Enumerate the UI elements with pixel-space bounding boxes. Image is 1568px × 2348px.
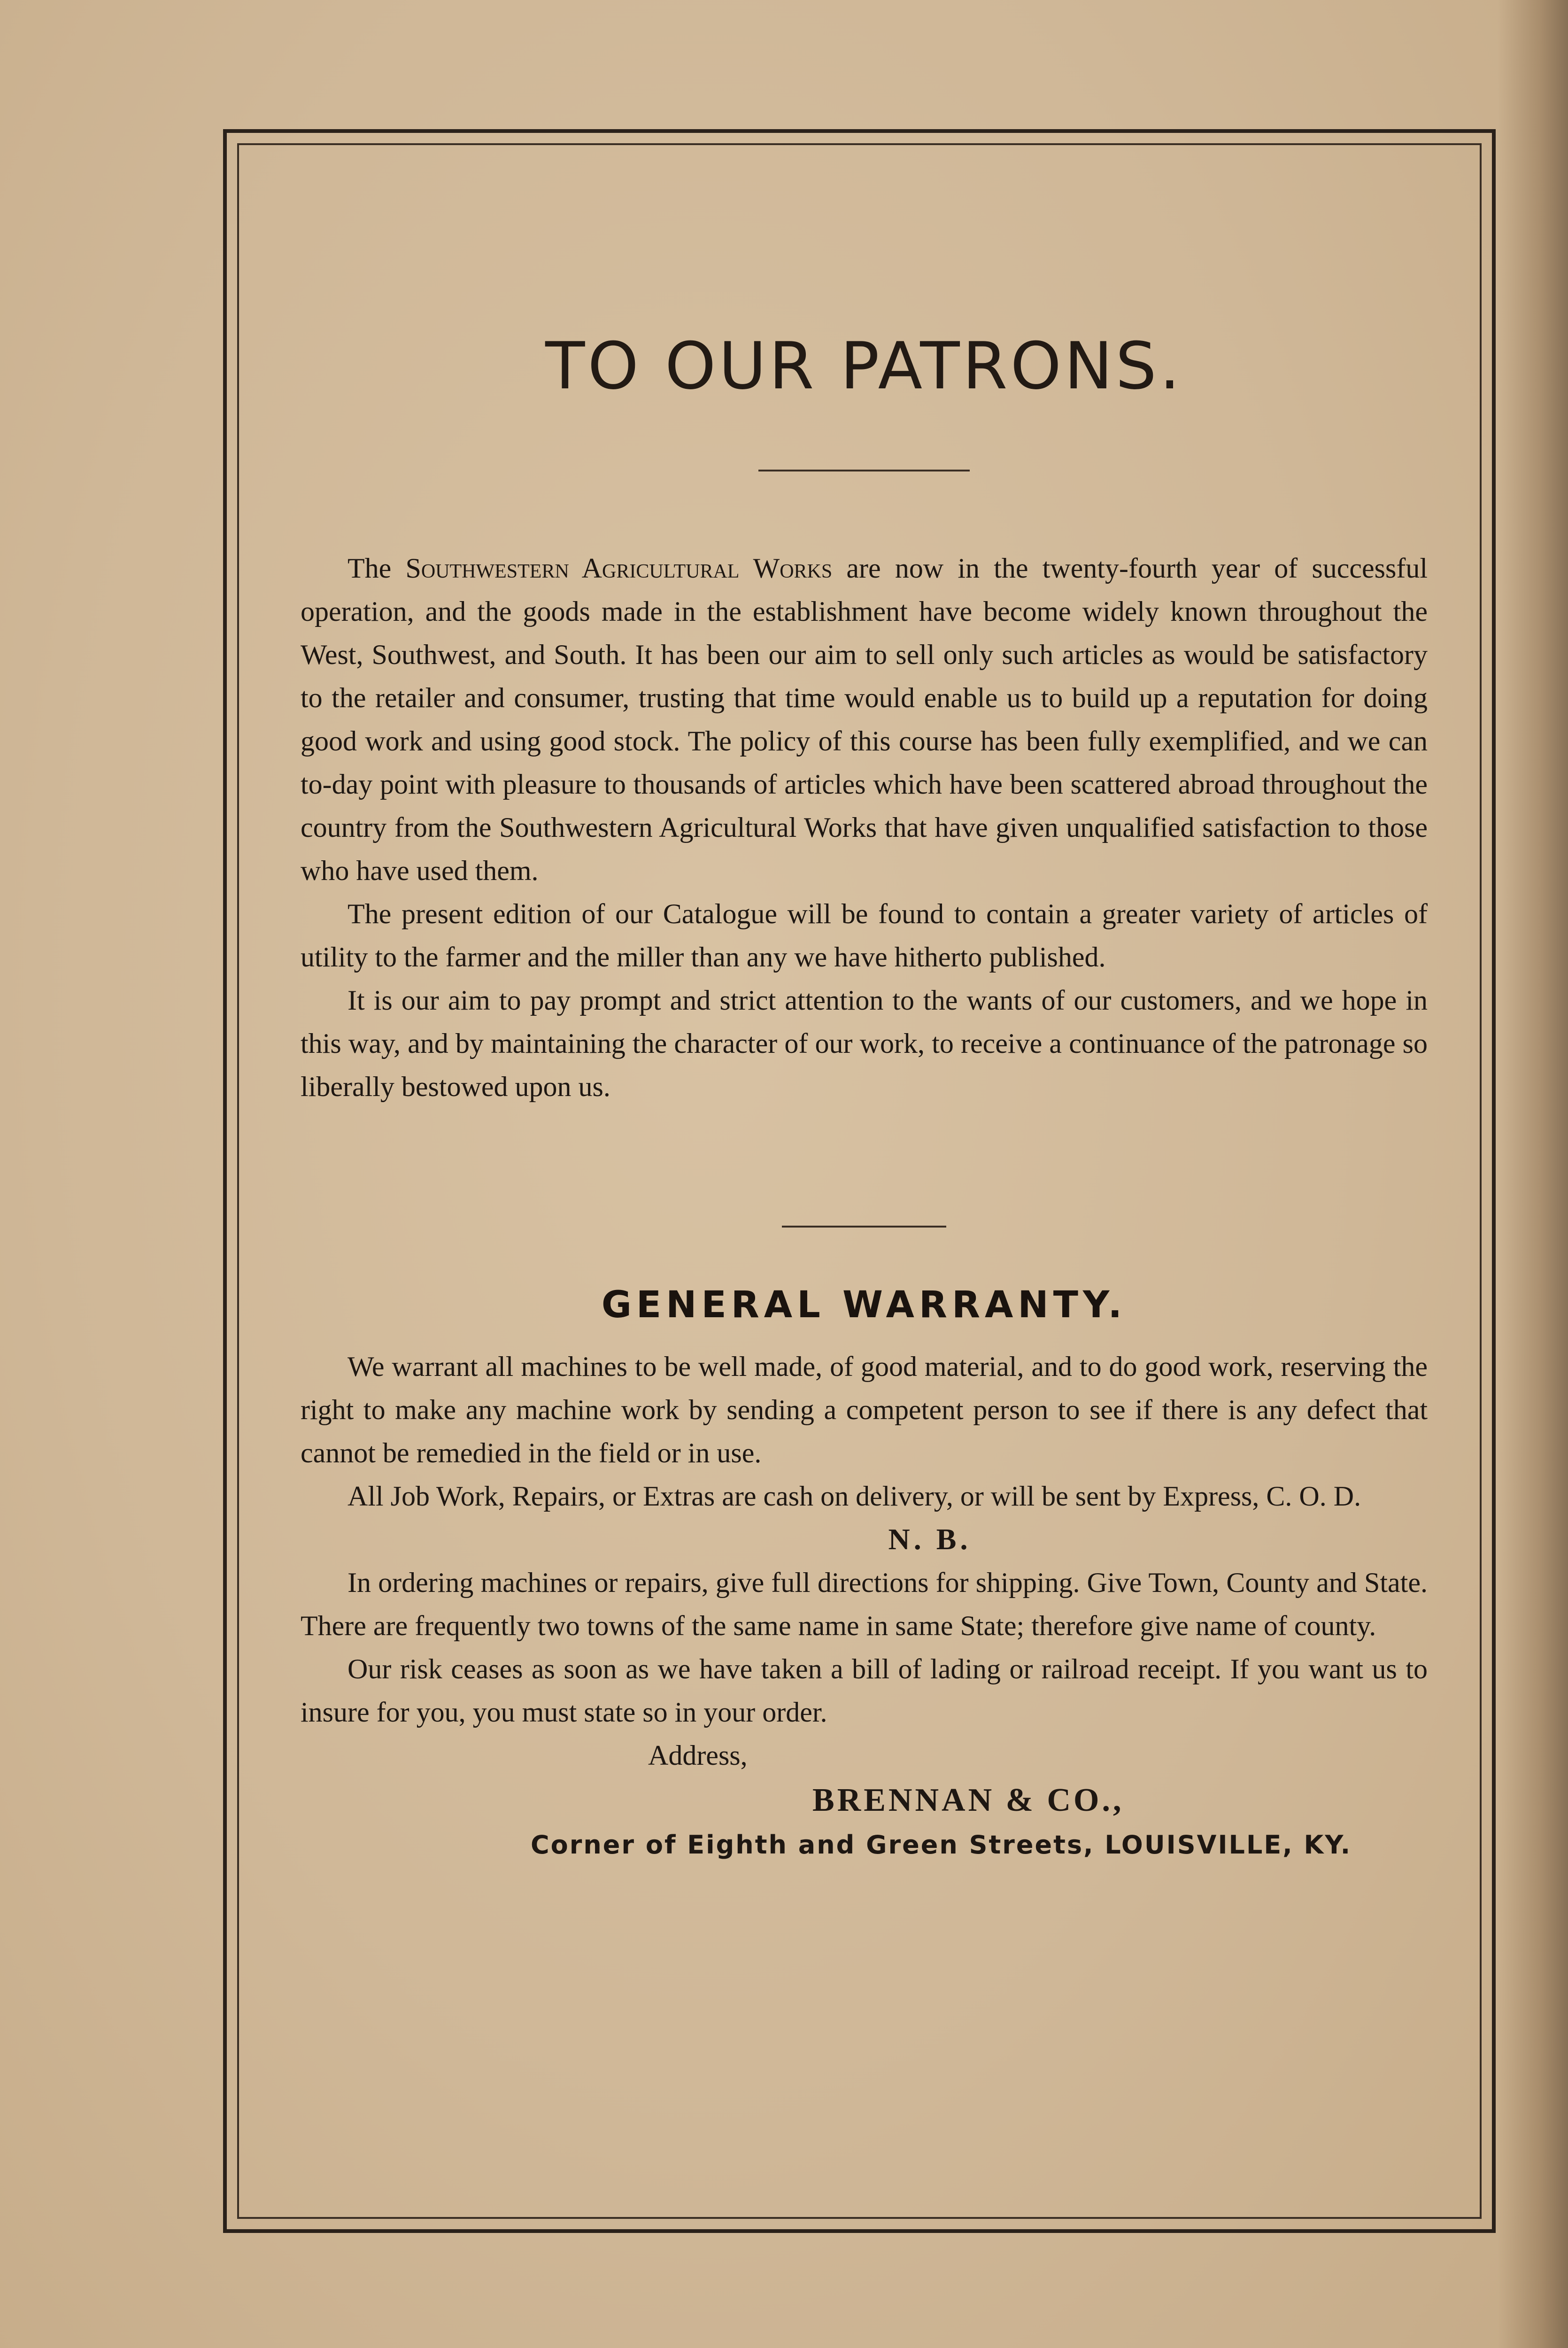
nb-section [301, 1561, 1428, 1734]
company-name: BRENNAN & CO., [812, 1782, 1124, 1818]
paragraph-lead: The [348, 553, 406, 584]
nb-paragraph-1: In ordering machines or repairs, give full directions for shipping. Give Town, County and State. There are frequently two towns of the same name in same State; therefore give name of county. [301, 1567, 1428, 1641]
address-label: Address, [648, 1740, 748, 1771]
patrons-paragraph-1 [301, 547, 1428, 892]
page-content [301, 324, 1428, 1866]
patrons-paragraph-3: It is our aim to pay prompt and strict attention to the wants of our customers, and we hope in this way, and by maintaining the character of our work, to receive a continuance of the patronage so liberally bestowed upon us. [301, 985, 1428, 1102]
street-address: Corner of Eighth and Green Streets, LOUISVILLE, KY. [531, 1830, 1352, 1860]
title-divider [758, 470, 970, 471]
works-name-smallcaps: Southwestern Agricultural Works [405, 553, 833, 584]
patrons-paragraph-2: The present edition of our Catalogue will be found to contain a greater variety of articles of utility to the farmer and the miller than any we have hitherto published. [301, 898, 1428, 973]
page-edge-shadow [1498, 0, 1568, 2348]
nb-heading: N. B. [888, 1522, 972, 1556]
warranty-heading: GENERAL WARRANTY. [601, 1284, 1127, 1326]
patrons-section [301, 547, 1428, 1108]
paragraph-rest: are now in the twenty-fourth year of successful operation, and the goods made in the establishment have become widely known throughout the West, Southwest, and South. It has been our aim to sell only such articles as would be satisfactory to the retailer and consumer, trusting that time would enable us to build up a reputation for doing good work and using good stock. The policy of this course has been fully exemplified, and we can to-day point with pleasure to thousands of articles which have been scattered abroad throughout the country from the Southwestern Agricultural Works that have given unqualified satisfaction to those who have used them. [301, 553, 1428, 886]
section-divider [782, 1226, 946, 1228]
warranty-paragraph-2: All Job Work, Repairs, or Extras are cash on delivery, or will be sent by Express, C. O. D. [348, 1481, 1361, 1512]
warranty-section [301, 1345, 1428, 1518]
warranty-paragraph-1: We warrant all machines to be well made, of good material, and to do good work, reserving the right to make any machine work by sending a competent person to see if there is any defect that cannot be remedied in the field or in use. [301, 1351, 1428, 1468]
page-title: TO OUR PATRONS. [545, 328, 1183, 404]
nb-paragraph-2: Our risk ceases as soon as we have taken a bill of lading or railroad receipt. If you want us to insure for you, you must state so in your order. [301, 1653, 1428, 1728]
